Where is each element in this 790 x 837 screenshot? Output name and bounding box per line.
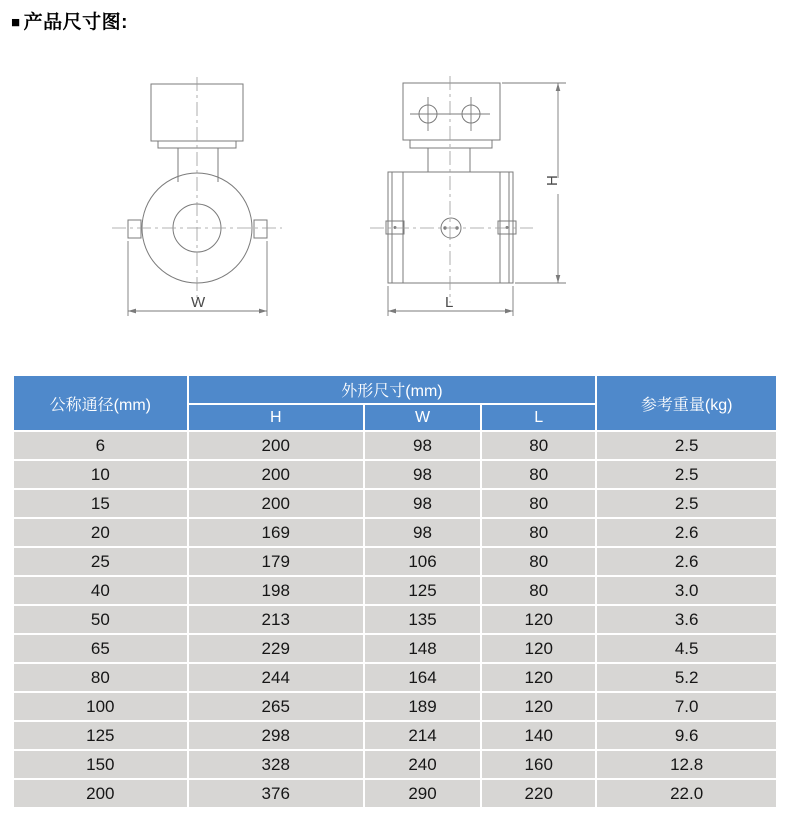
cell-w: 290	[365, 780, 480, 807]
cell-w: 106	[365, 548, 480, 575]
cell-weight: 12.8	[597, 751, 776, 778]
subheader-h: H	[189, 405, 363, 430]
cell-l: 80	[482, 519, 595, 546]
cell-l: 80	[482, 577, 595, 604]
table-row	[14, 490, 776, 517]
l-arrow-left	[388, 309, 396, 314]
subheader-w: W	[365, 405, 480, 430]
cell-l: 120	[482, 693, 595, 720]
cell-h: 298	[189, 722, 363, 749]
side-body	[388, 172, 513, 283]
cell-w: 135	[365, 606, 480, 633]
cell-dn: 10	[14, 461, 187, 488]
cell-w: 148	[365, 635, 480, 662]
cell-w: 98	[365, 461, 480, 488]
cell-w: 214	[365, 722, 480, 749]
cell-l: 120	[482, 606, 595, 633]
cell-h: 200	[189, 490, 363, 517]
h-dimension-label: H	[544, 175, 561, 186]
cell-w: 240	[365, 751, 480, 778]
cell-w: 98	[365, 519, 480, 546]
cell-l: 80	[482, 432, 595, 459]
table-row	[14, 461, 776, 488]
table-row	[14, 548, 776, 575]
dimension-spec-table	[12, 374, 778, 809]
front-view-drawing	[112, 77, 282, 316]
cell-weight: 5.2	[597, 664, 776, 691]
table-row	[14, 664, 776, 691]
l-arrow-right	[505, 309, 513, 314]
cell-l: 80	[482, 490, 595, 517]
cell-h: 376	[189, 780, 363, 807]
cell-h: 198	[189, 577, 363, 604]
cell-h: 200	[189, 461, 363, 488]
cell-dn: 15	[14, 490, 187, 517]
table-row	[14, 751, 776, 778]
cell-weight: 2.5	[597, 461, 776, 488]
header-overall-dimensions: 外形尺寸(mm)	[189, 376, 596, 403]
cell-weight: 9.6	[597, 722, 776, 749]
header-nominal-diameter: 公称通径(mm)	[14, 376, 187, 430]
table-row	[14, 432, 776, 459]
cell-h: 229	[189, 635, 363, 662]
cell-w: 125	[365, 577, 480, 604]
subheader-l: L	[482, 405, 595, 430]
l-dimension-label: L	[445, 294, 454, 311]
cell-dn: 100	[14, 693, 187, 720]
table-row	[14, 693, 776, 720]
cell-l: 140	[482, 722, 595, 749]
cell-dn: 25	[14, 548, 187, 575]
table-header-row	[14, 376, 776, 403]
dimension-drawings	[0, 0, 790, 345]
side-converter-lip	[410, 140, 492, 148]
cell-dn: 20	[14, 519, 187, 546]
side-flange-lines	[392, 172, 509, 283]
side-converter-box	[403, 83, 500, 140]
front-left-tab	[128, 220, 141, 238]
table-row	[14, 577, 776, 604]
table-row	[14, 606, 776, 633]
cell-l: 160	[482, 751, 595, 778]
w-dimension-label: W	[191, 294, 206, 311]
cell-weight: 3.6	[597, 606, 776, 633]
cell-dn: 50	[14, 606, 187, 633]
cell-weight: 7.0	[597, 693, 776, 720]
table-row	[14, 635, 776, 662]
cell-dn: 150	[14, 751, 187, 778]
cell-dn: 65	[14, 635, 187, 662]
cell-w: 98	[365, 432, 480, 459]
cell-dn: 200	[14, 780, 187, 807]
cell-h: 200	[189, 432, 363, 459]
cell-h: 213	[189, 606, 363, 633]
front-right-tab	[254, 220, 267, 238]
cell-weight: 2.6	[597, 519, 776, 546]
cell-weight: 2.5	[597, 432, 776, 459]
cell-h: 179	[189, 548, 363, 575]
cell-weight: 22.0	[597, 780, 776, 807]
table-row	[14, 722, 776, 749]
cell-dn: 125	[14, 722, 187, 749]
side-right-lug-dot	[506, 226, 509, 229]
front-neck	[178, 148, 218, 182]
cell-h: 265	[189, 693, 363, 720]
cell-w: 189	[365, 693, 480, 720]
cell-weight: 2.5	[597, 490, 776, 517]
page-title-text: 产品尺寸图:	[23, 12, 128, 33]
side-neck	[428, 148, 470, 172]
h-arrow-top	[556, 83, 561, 91]
cell-weight: 2.6	[597, 548, 776, 575]
cell-dn: 6	[14, 432, 187, 459]
square-bullet-icon: ■	[11, 14, 21, 31]
w-arrow-left	[128, 309, 136, 314]
side-view-drawing	[370, 76, 566, 316]
cell-dn: 40	[14, 577, 187, 604]
w-arrow-right	[259, 309, 267, 314]
cell-l: 120	[482, 635, 595, 662]
cell-h: 169	[189, 519, 363, 546]
side-left-lug-dot	[394, 226, 397, 229]
cell-h: 328	[189, 751, 363, 778]
cell-l: 220	[482, 780, 595, 807]
cell-dn: 80	[14, 664, 187, 691]
h-arrow-bottom	[556, 275, 561, 283]
table-row	[14, 780, 776, 807]
header-reference-weight: 参考重量(kg)	[597, 376, 776, 430]
cell-weight: 4.5	[597, 635, 776, 662]
cell-l: 120	[482, 664, 595, 691]
table-row	[14, 519, 776, 546]
cell-weight: 3.0	[597, 577, 776, 604]
cell-w: 98	[365, 490, 480, 517]
cell-l: 80	[482, 461, 595, 488]
cell-w: 164	[365, 664, 480, 691]
cell-l: 80	[482, 548, 595, 575]
cell-h: 244	[189, 664, 363, 691]
